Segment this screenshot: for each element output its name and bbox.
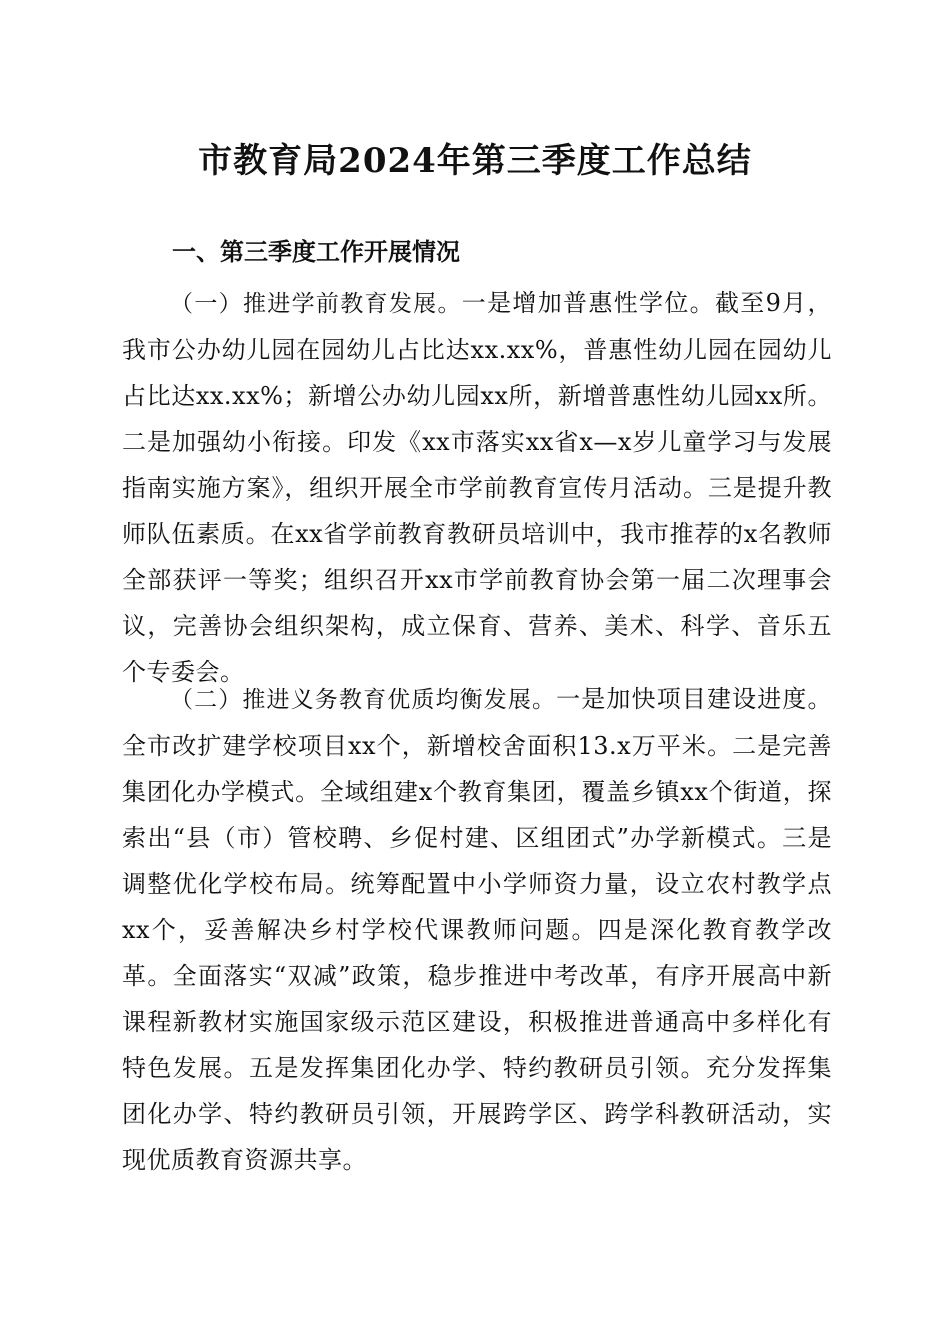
section-heading: 一、第三季度工作开展情况 (172, 238, 460, 266)
paragraph-preschool (122, 280, 832, 695)
paragraph-compulsory-education (122, 676, 832, 1183)
paragraph-text: 一是增加普惠性学位。截至9月，我市公办幼儿园在园幼儿占比达xx.xx%，普惠性幼儿园在园幼儿占比达xx.xx%；新增公办幼儿园xx所，新增普惠性幼儿园xx所。二是加强幼小衔接。印发《xx市落实xx省x—x岁儿童学习与发展指南实施方案》，组织开展全市学前教育宣传月活动。三是提升教师队伍素质。在xx省学前教育教研员培训中，我市推荐的x名教师全部获评一等奖；组织召开xx市学前教育协会第一届二次理事会议，完善协会组织架构，成立保育、营养、美术、科学、音乐五个专委会。 (122, 289, 832, 686)
paragraph-lead: （二）推进义务教育优质均衡发展。 (170, 687, 557, 713)
document-title: 市教育局2024年第三季度工作总结 (198, 141, 752, 181)
paragraph-text: 一是加快项目建设进度。全市改扩建学校项目xx个，新增校舍面积13.x万平米。二是完善集团化办学模式。全域组建x个教育集团，覆盖乡镇xx个街道，探索出“县（市）管校聘、乡促村建、区组团式”办学新模式。三是调整优化学校布局。统筹配置中小学师资力量，设立农村教学点xx个，妥善解决乡村学校代课教师问题。四是深化教育教学改革。全面落实“双减”政策，稳步推进中考改革，有序开展高中新课程新教材实施国家级示范区建设，积极推进普通高中多样化有特色发展。五是发挥集团化办学、特约教研员引领。充分发挥集团化办学、特约教研员引领，开展跨学区、跨学科教研活动，实现优质教育资源共享。 (122, 685, 833, 1174)
paragraph-lead: （一）推进学前教育发展。 (170, 291, 462, 317)
